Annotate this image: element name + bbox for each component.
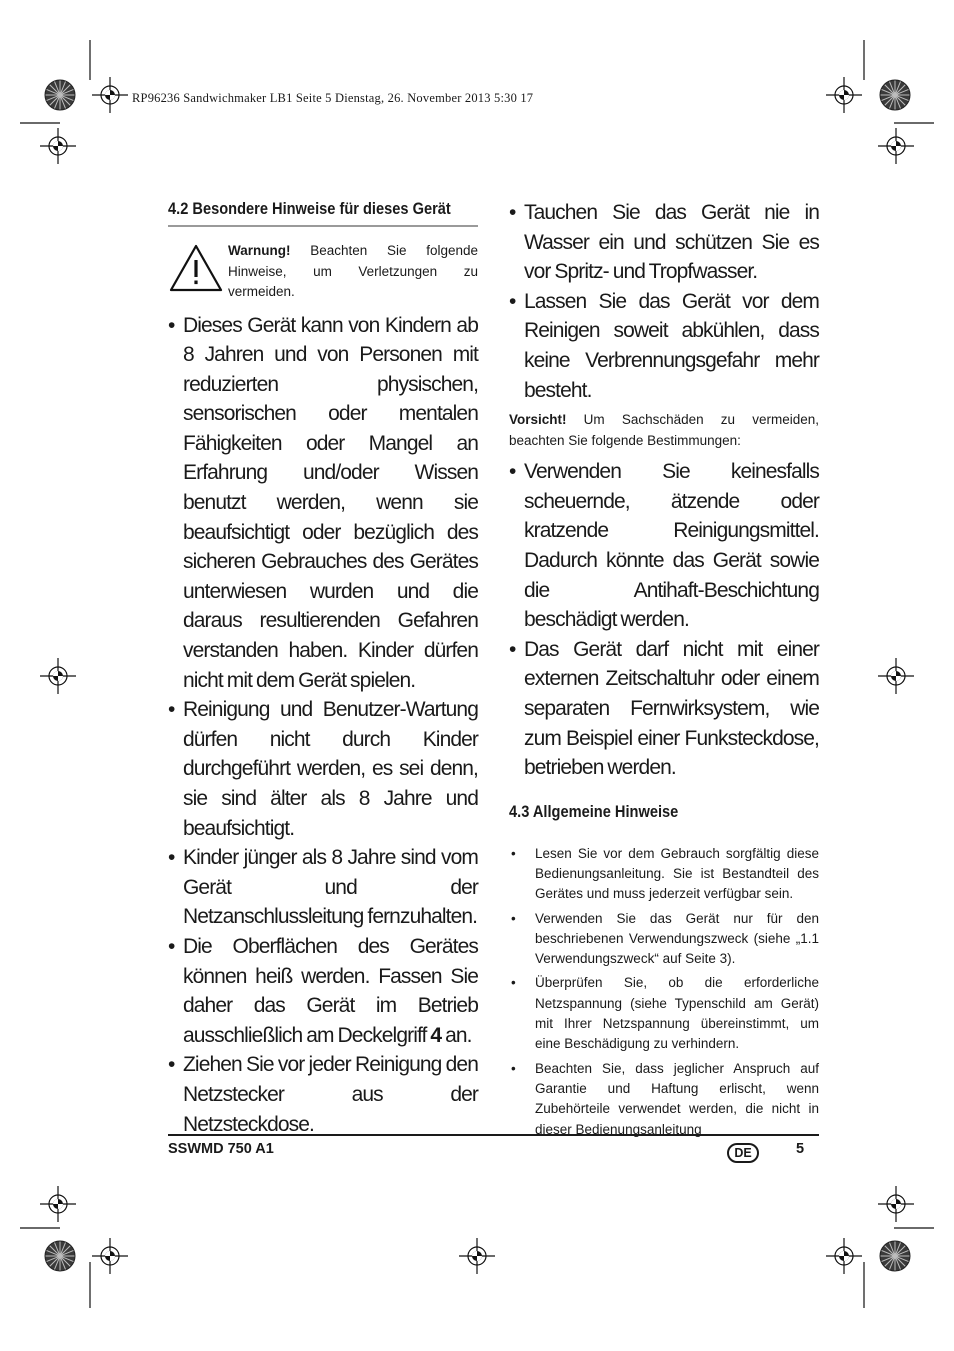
registration-mark-icon xyxy=(92,77,128,113)
left-column xyxy=(168,198,478,1139)
list-item: • Das Gerät darf nicht mit einer externen Zeitschaltuhr oder einem separaten Fernwirksystem, wie zum Beispiel einer Funksteckdose, betrieben werden. xyxy=(509,635,819,783)
list-item: • Kinder jünger als 8 Jahre sind vom Gerät und der Netzanschlussleitung fernzuhalten. xyxy=(168,843,478,932)
registration-mark-icon xyxy=(878,658,914,694)
registration-mark-icon xyxy=(40,128,76,164)
warning-label: Warnung! xyxy=(228,243,291,258)
part-reference: 4 xyxy=(430,1023,442,1047)
section-heading-4-2: 4.2 Besondere Hinweise für dieses Gerät xyxy=(168,199,451,218)
heading-divider xyxy=(168,225,478,227)
list-item: • Ziehen Sie vor jeder Reinigung den Netzstecker aus der Netzsteckdose. xyxy=(168,1050,478,1139)
footer-divider xyxy=(168,1134,819,1136)
page-number: 5 xyxy=(796,1141,805,1157)
section-heading-4-3: 4.3 Allgemeine Hinweise xyxy=(509,801,679,821)
print-job-info: RP96236 Sandwichmaker LB1 Seite 5 Dienstag, 26. November 2013 5:30 17 xyxy=(132,91,534,105)
list-item-text-end: an. xyxy=(441,1023,472,1047)
registration-mark-icon xyxy=(878,128,914,164)
list-item: • Dieses Gerät kann von Kindern ab 8 Jahren und von Personen mit reduzierten physischen, sensorischen oder mentalen Fähigkeiten oder Mangel an Erfahrung und/oder Wissen benutzt werden, wenn sie beaufsichtigt oder bezüglich des sicheren Gebrauches des Gerätes unterwiesen wurden und die daraus resultierenden Gefahren verstanden haben. Kinder dürfen nicht mit dem Gerät spielen. xyxy=(168,311,478,696)
color-calibration-wheel-icon xyxy=(880,80,910,110)
color-calibration-wheel-icon xyxy=(880,1241,910,1271)
caution-text: Um Sachschäden zu vermeiden, beachten Sie folgende Bestimmungen: xyxy=(509,412,819,448)
list-item: • Lesen Sie vor dem Gebrauch sorgfältig diese Bedienungsanleitung. Sie ist Bestandteil des Gerätes und muss jederzeit verfügbar sein. xyxy=(509,844,819,905)
color-calibration-wheel-icon xyxy=(45,80,75,110)
registration-mark-icon xyxy=(92,1238,128,1274)
safety-list-left xyxy=(168,311,478,1140)
list-item: • Reinigung und Benutzer-Wartung dürfen nicht durch Kinder durchgeführt werden, es sei denn, sie sind älter als 8 Jahre und beaufsichtigt. xyxy=(168,695,478,843)
list-item: • Überprüfen Sie, ob die erforderliche Netzspannung (siehe Typenschild am Gerät) mit Ihrer Netzspannung übereinstimmt, um eine Beschädigung zu verhindern. xyxy=(509,973,819,1054)
registration-mark-icon xyxy=(40,1186,76,1222)
language-badge: DE xyxy=(727,1143,759,1163)
list-item: • Beachten Sie, dass jeglicher Anspruch auf Garantie und Haftung erlischt, wenn Zubehörteile verwendet werden, die nicht in dieser Bedienungsanleitung xyxy=(509,1059,819,1140)
list-item xyxy=(168,932,478,1050)
registration-mark-icon xyxy=(826,77,862,113)
warning-text: Beachten Sie folgende Hinweise, um Verletzungen zu vermeiden. xyxy=(228,243,478,299)
registration-mark-icon xyxy=(878,1186,914,1222)
warning-triangle-icon xyxy=(168,243,228,298)
warning-note xyxy=(228,241,478,303)
general-notes-list xyxy=(509,844,819,1140)
list-item: • Tauchen Sie das Gerät nie in Wasser ein und schützen Sie es vor Spritz- und Tropfwasser. xyxy=(509,198,819,287)
caution-label: Vorsicht! xyxy=(509,412,567,428)
caution-note xyxy=(509,410,819,451)
warning-box xyxy=(168,241,478,303)
registration-mark-icon xyxy=(826,1238,862,1274)
safety-list-right-top xyxy=(509,198,819,405)
list-item-text: Die Oberflächen des Gerätes können heiß werden. Fassen Sie daher das Gerät im Betrieb ausschließlich am Deckelgriff xyxy=(183,934,478,1047)
color-calibration-wheel-icon xyxy=(45,1241,75,1271)
list-item: • Verwenden Sie das Gerät nur für den beschriebenen Verwendungszweck (siehe „1.1 Verwendungszweck“ auf Seite 3). xyxy=(509,909,819,970)
list-item: • Verwenden Sie keinesfalls scheuernde, ätzende oder kratzende Reinigungsmittel. Dadurch könnte das Gerät sowie die Antihaft-Beschichtung beschädigt werden. xyxy=(509,457,819,635)
right-column xyxy=(509,198,819,1144)
model-number: SSWMD 750 A1 xyxy=(168,1141,274,1157)
safety-list-right-bottom xyxy=(509,457,819,783)
registration-mark-icon xyxy=(459,1238,495,1274)
registration-mark-icon xyxy=(40,658,76,694)
list-item: • Lassen Sie das Gerät vor dem Reinigen soweit abkühlen, dass keine Verbrennungsgefahr mehr besteht. xyxy=(509,287,819,405)
